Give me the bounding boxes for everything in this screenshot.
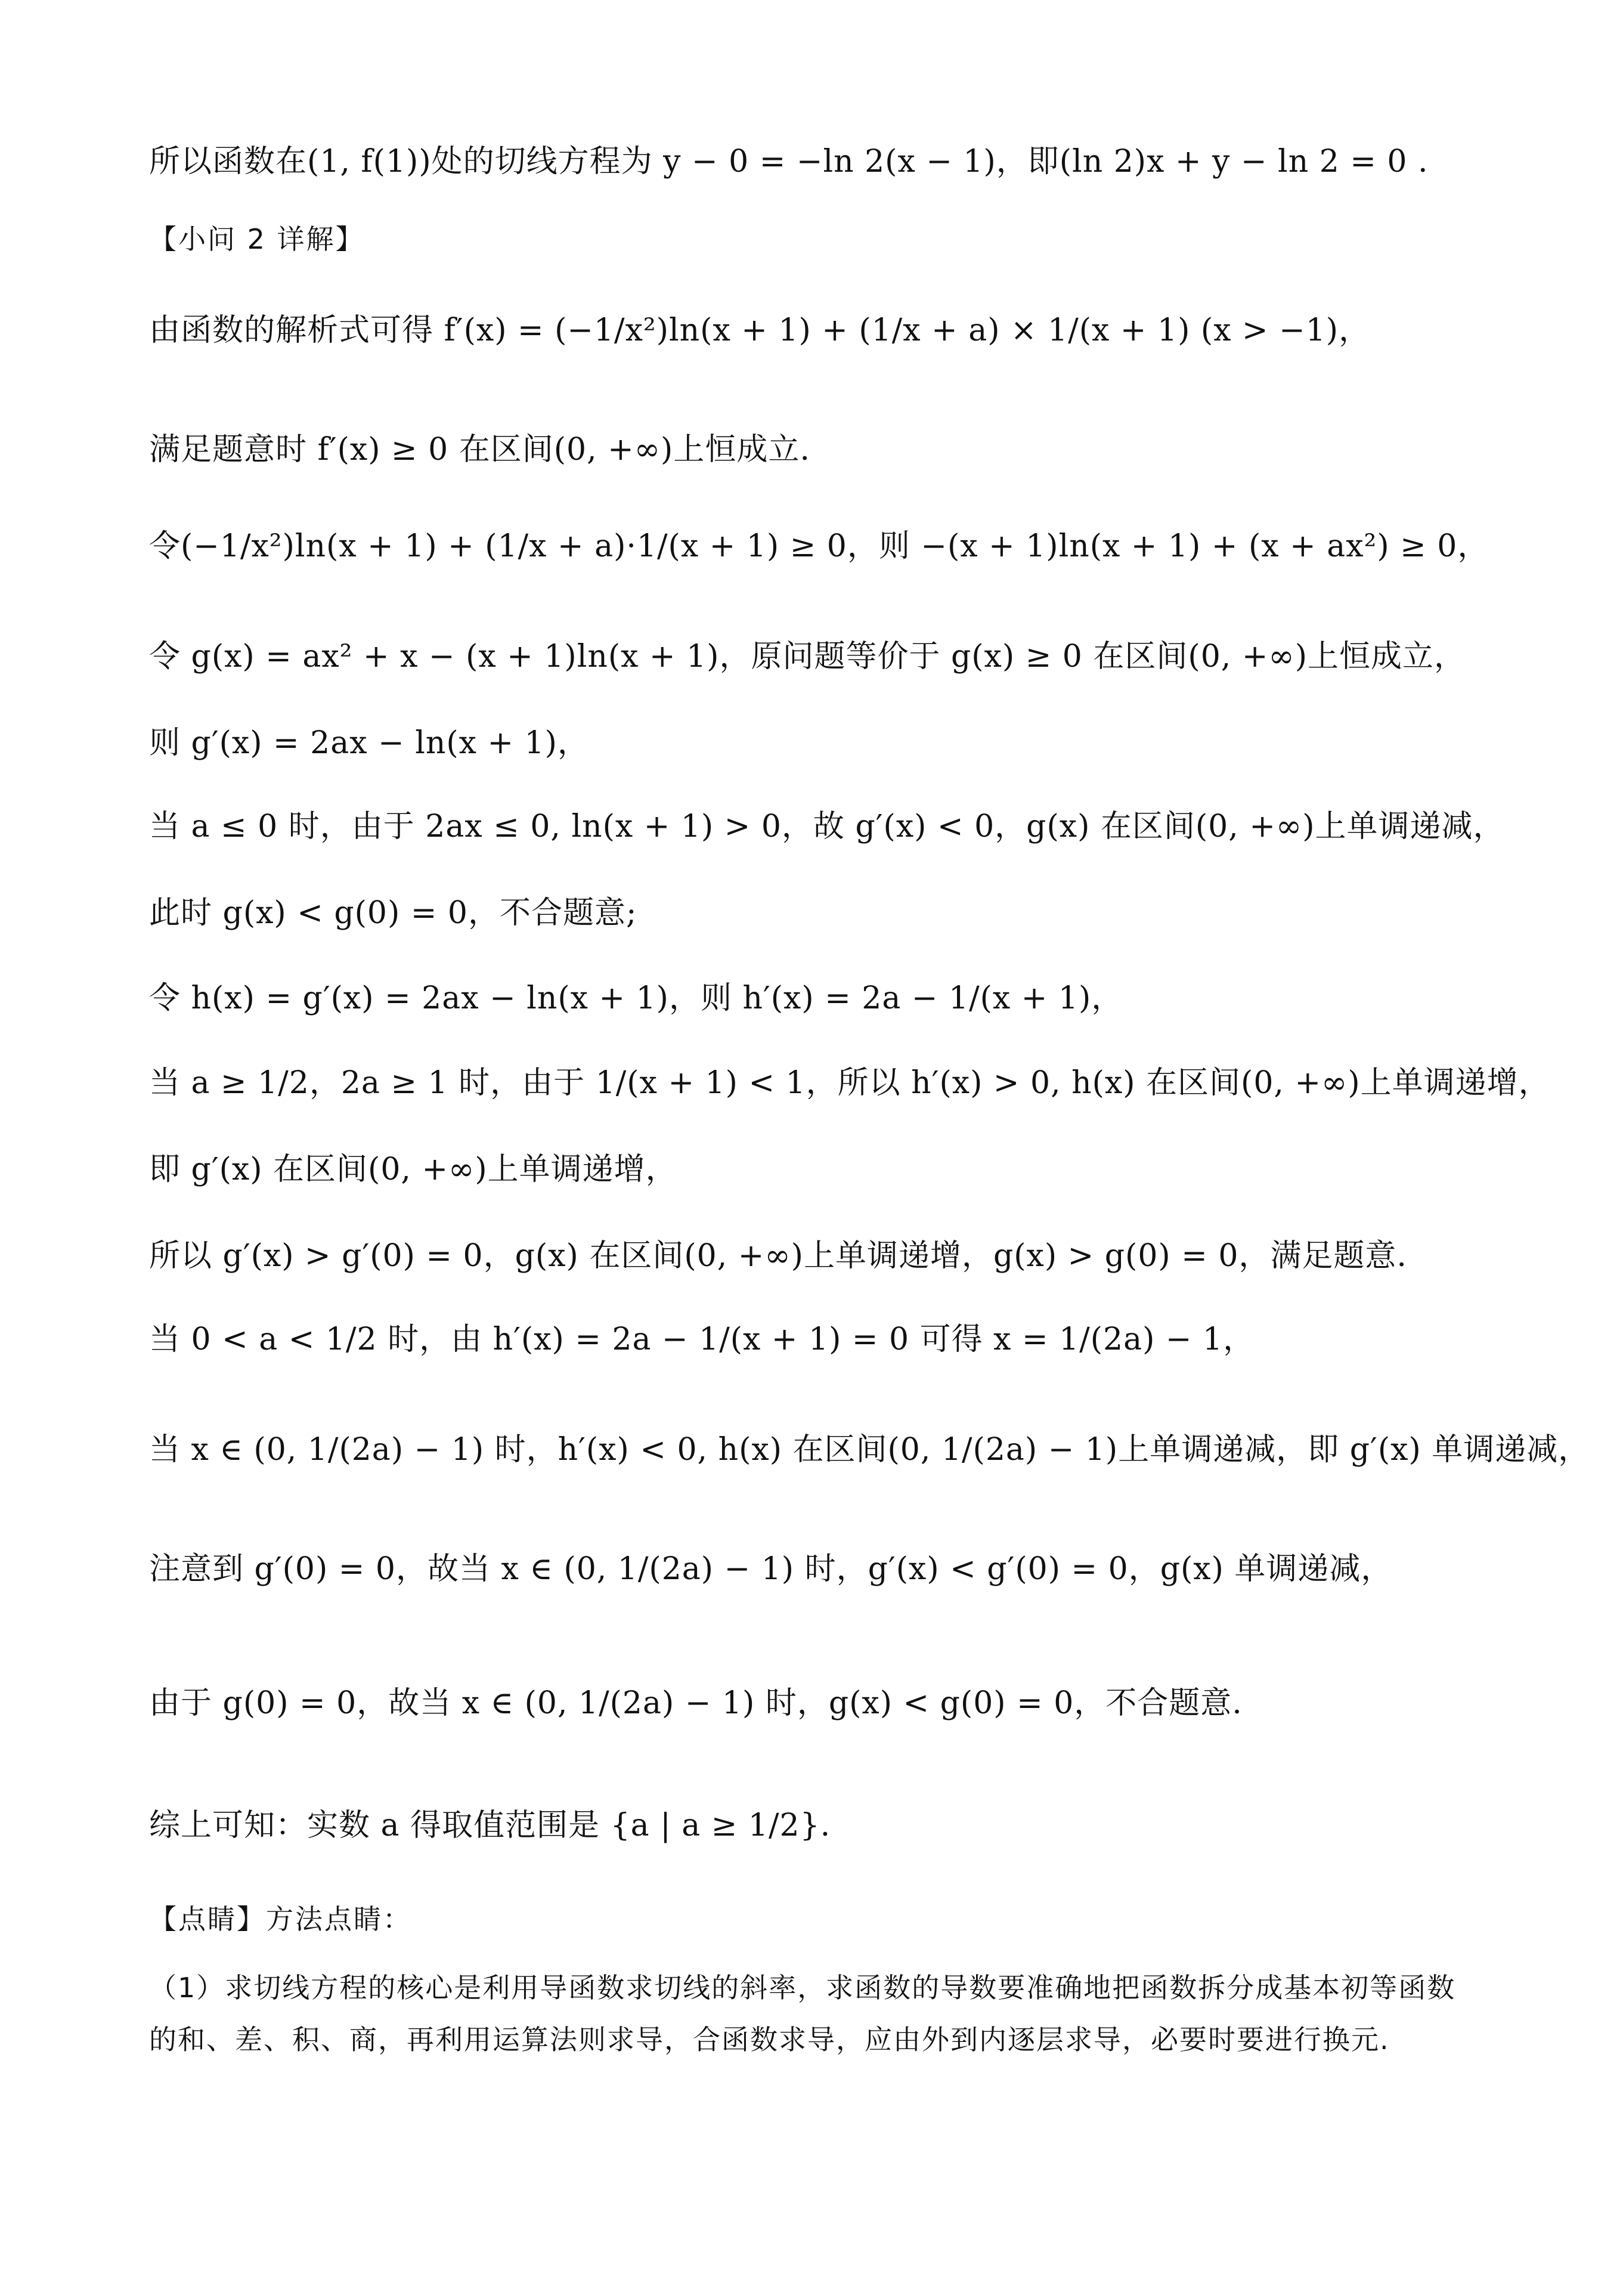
condition-line: 满足题意时 f′(x) ≥ 0 在区间(0, +∞)上恒成立. [149,432,810,468]
part-2-heading: 【小问 2 详解】 [149,223,365,255]
tips-paragraph-1: （1）求切线方程的核心是利用导函数求切线的斜率，求函数的导数要准确地把函数拆分成基本初等函数的和、差、积、商，再利用运算法则求导，合函数求导，应由外到内逐层求导，必要时要进行换元. [149,1972,1456,2056]
tips-heading: 【点睛】方法点睛： [149,1903,412,1935]
note-g-prime-zero-line: 注意到 g′(0) = 0，故当 x ∈ (0, 1/(2a) − 1) 时，g′(x) < g′(0) = 0，g(x) 单调递减， [149,1551,1393,1587]
derivative-g-line: 则 g′(x) = 2ax − ln(x + 1)， [149,725,589,761]
case-a-between-conclusion: 由于 g(0) = 0，故当 x ∈ (0, 1/(2a) − 1) 时，g(x) < g(0) = 0，不合题意. [149,1685,1243,1721]
final-answer-line: 综上可知：实数 a 得取值范围是 {a | a ≥ 1/2}. [149,1808,831,1843]
inequality-transform-line: 令(−1/x²)ln(x + 1) + (1/x + a)·1/(x + 1) ≥ 0，则 −(x + 1)ln(x + 1) + (x + ax²) ≥ 0， [149,528,1489,564]
case-a-half-line: 当 a ≥ 1/2，2a ≥ 1 时，由于 1/(x + 1) < 1，所以 h′(x) > 0, h(x) 在区间(0, +∞)上单调递增， [149,1065,1550,1101]
derivative-f-line: 由函数的解析式可得 f′(x) = (−1/x²)ln(x + 1) + (1/x + a) × 1/(x + 1) (x > −1)， [149,312,1371,348]
interval-decreasing-line: 当 x ∈ (0, 1/(2a) − 1) 时，h′(x) < 0, h(x) 在区间(0, 1/(2a) − 1)上单调递减，即 g′(x) 单调递减， [149,1432,1590,1468]
define-g-line: 令 g(x) = ax² + x − (x + 1)ln(x + 1)，原问题等价于 g(x) ≥ 0 在区间(0, +∞)上恒成立， [149,639,1466,674]
case-a-nonpositive-line: 当 a ≤ 0 时，由于 2ax ≤ 0, ln(x + 1) > 0，故 g′(x) < 0，g(x) 在区间(0, +∞)上单调递减， [149,809,1505,844]
case-a-half-conclusion: 所以 g′(x) > g′(0) = 0，g(x) 在区间(0, +∞)上单调递增，g(x) > g(0) = 0，满足题意. [149,1238,1407,1274]
g-prime-increasing-line: 即 g′(x) 在区间(0, +∞)上单调递增， [149,1152,677,1187]
case-a-nonpositive-conclusion: 此时 g(x) < g(0) = 0，不合题意; [149,895,637,931]
tangent-line-equation: 所以函数在(1, f(1))处的切线方程为 y − 0 = −ln 2(x − 1)，即(ln 2)x + y − ln 2 = 0 . [149,144,1429,180]
define-h-line: 令 h(x) = g′(x) = 2ax − ln(x + 1)，则 h′(x) = 2a − 1/(x + 1)， [149,980,1123,1016]
case-a-between-line: 当 0 < a < 1/2 时，由 h′(x) = 2a − 1/(x + 1) = 0 可得 x = 1/(2a) − 1， [149,1322,1255,1357]
